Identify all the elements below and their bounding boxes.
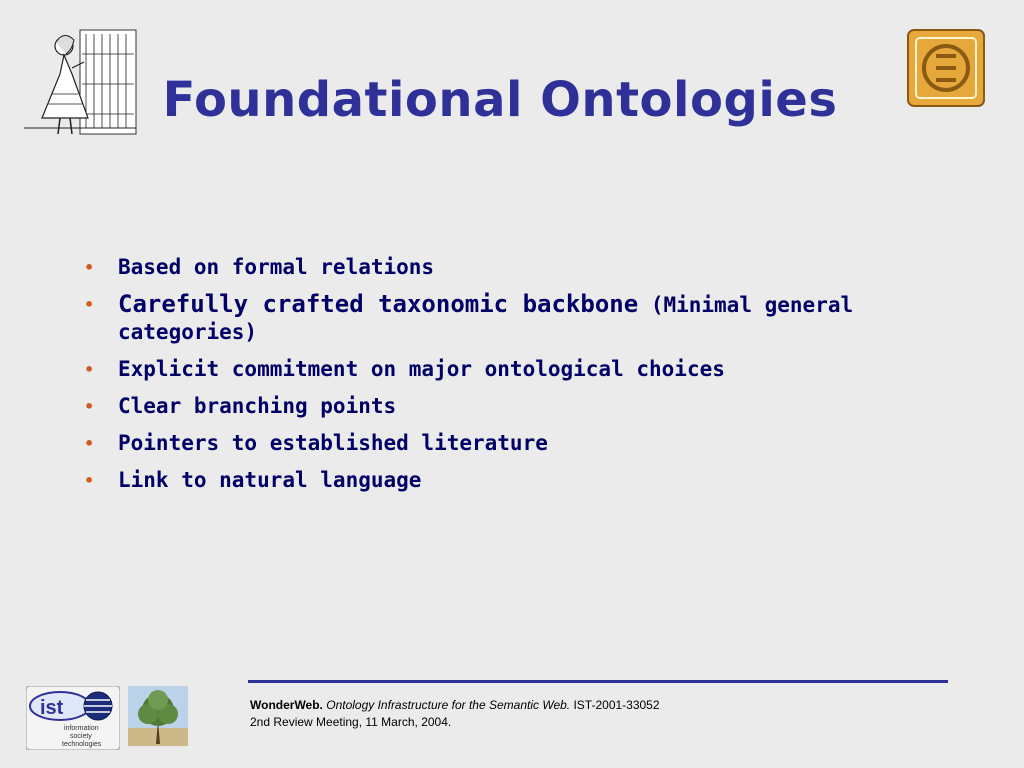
tree-image xyxy=(128,686,188,746)
ist-sub-2: society xyxy=(70,733,92,740)
ist-sub-3: technologies xyxy=(62,741,102,748)
bullet-text: Link to natural language xyxy=(118,468,422,492)
bullet-text: Carefully crafted taxonomic backbone xyxy=(118,290,639,318)
bullet-dot: • xyxy=(84,397,95,416)
bullet-item xyxy=(84,393,884,420)
ist-sub-1: information xyxy=(64,725,99,732)
bullet-text: Clear branching points xyxy=(118,394,397,418)
bullet-paren-text: (Minimal general categories) xyxy=(118,293,854,344)
ist-logo-text: ist xyxy=(40,697,64,719)
bullet-item xyxy=(84,291,884,346)
footer-code: IST-2001-33052 xyxy=(573,698,660,712)
bullet-dot: • xyxy=(84,360,95,379)
bullet-item xyxy=(84,467,884,494)
bullet-item xyxy=(84,430,884,457)
slide-title: Foundational Ontologies xyxy=(162,72,838,128)
bullet-item xyxy=(84,356,884,383)
footer-text xyxy=(250,697,660,731)
bullet-dot: • xyxy=(84,434,95,453)
bullet-text: Pointers to established literature xyxy=(118,431,548,455)
footer-meeting: 2nd Review Meeting, 11 March, 2004. xyxy=(250,715,452,729)
ist-logo-icon xyxy=(26,686,120,750)
bullet-list xyxy=(84,254,884,504)
footer-line-1 xyxy=(250,697,660,714)
bullet-text: Explicit commitment on major ontological choices xyxy=(118,357,725,381)
footer-project: WonderWeb. xyxy=(250,698,323,712)
bullet-text: Based on formal relations xyxy=(118,255,435,279)
bullet-dot: • xyxy=(84,295,95,314)
footer-subtitle: Ontology Infrastructure for the Semantic Web. xyxy=(326,698,571,712)
footer-divider xyxy=(248,680,948,683)
bullet-item xyxy=(84,254,884,281)
bullet-dot: • xyxy=(84,471,95,490)
bullet-dot: • xyxy=(84,258,95,277)
